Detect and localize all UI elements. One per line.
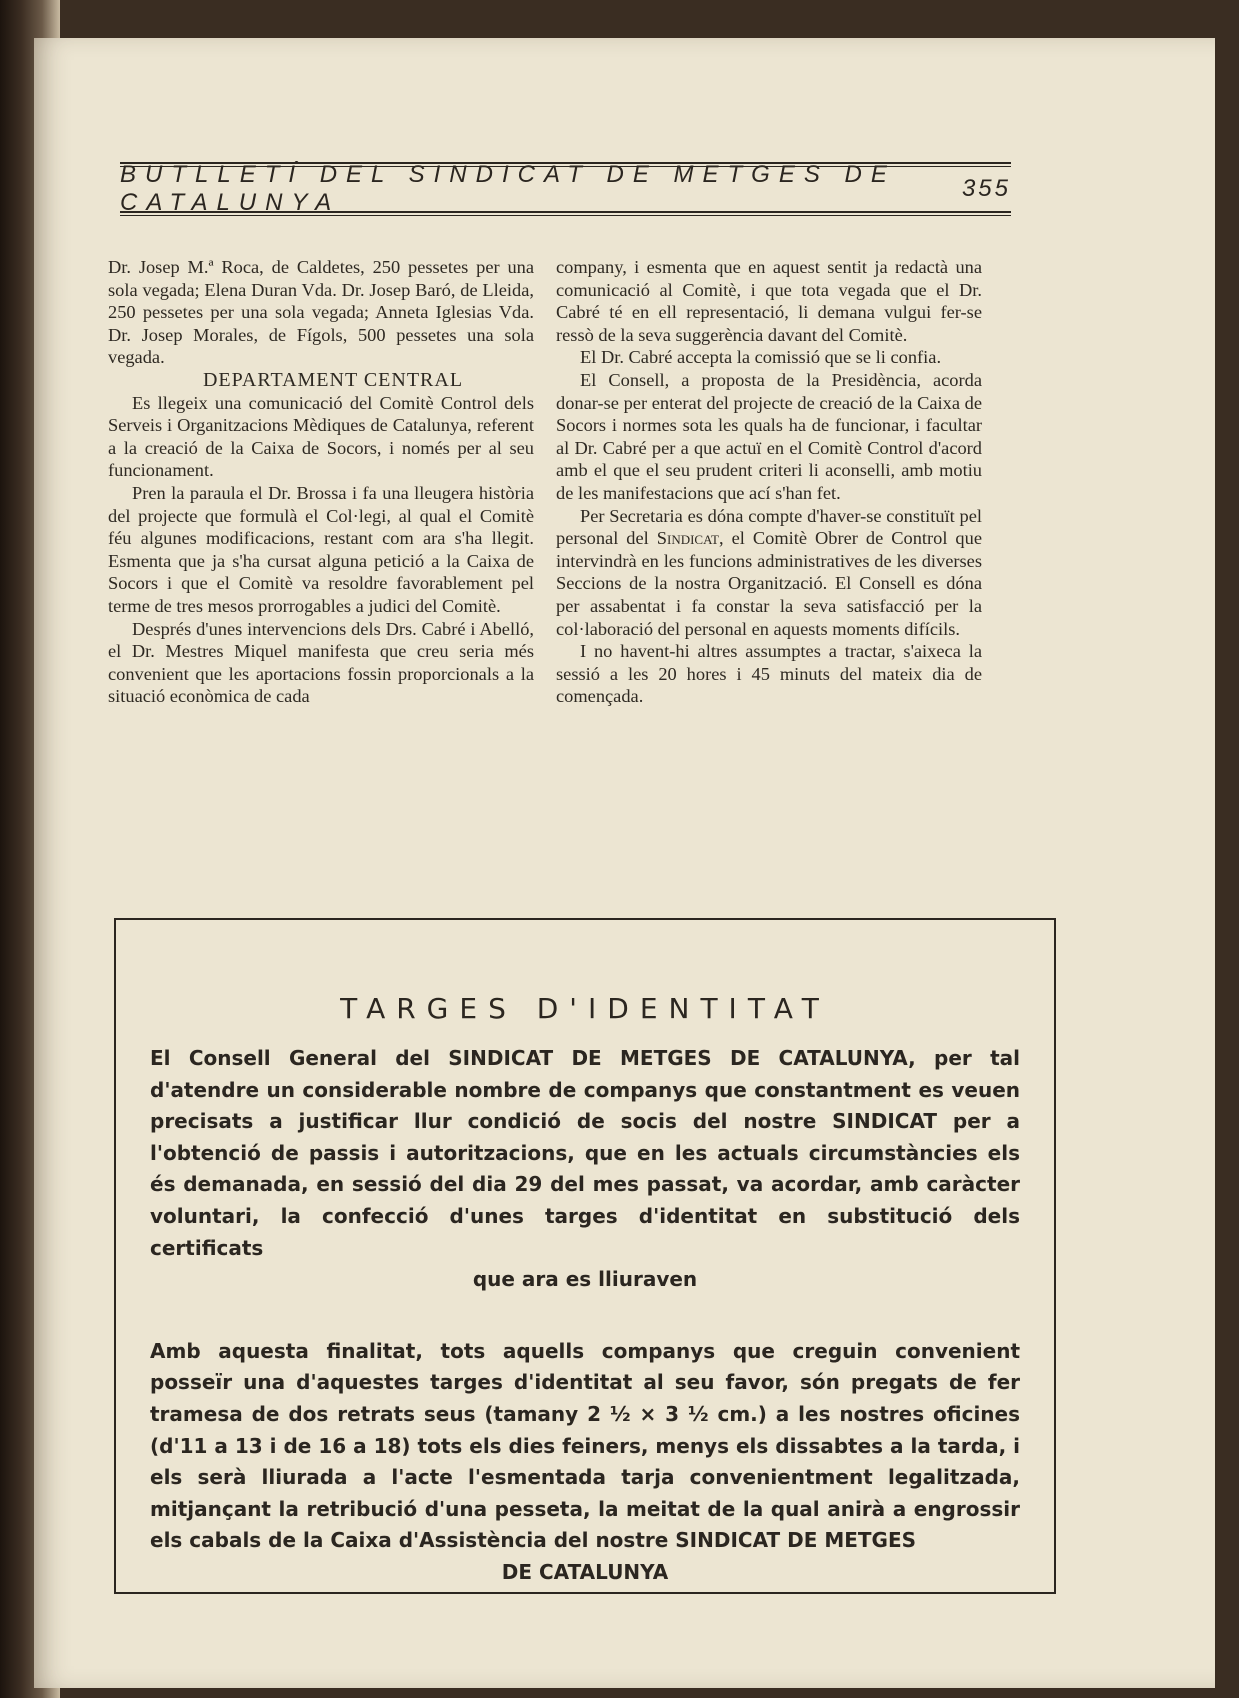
paragraph: Pren la paraula el Dr. Brossa i fa una lleugera història del projecte que formulà el Col·legi, al qual el Comitè féu algunes modificacions, restant com ara s'ha llegit. Esmenta que ja s'ha cursat alguna petició a la Caixa de Socors i que el Comitè va resoldre favorablement pel terme de tres mesos prorrogables a judici del Comitè. — [108, 482, 534, 616]
paragraph — [556, 505, 982, 641]
document-page — [34, 38, 1215, 1688]
notice-text: El Consell General del SINDICAT DE METGES DE CATALUNYA, per tal d'atendre un considerable nombre de companys que constantment es veuen precisats a justificar llur condició de socis del nostre SINDICAT per a l'obtenció de passis i autoritzacions, que en les actuals circumstàncies els és demanada, en sessió del dia 29 del mes passat, va acordar, amb caràcter voluntari, la confecció d'unes targes d'identitat en substitució dels certificats — [150, 1046, 1020, 1260]
paragraph: Es llegeix una comunicació del Comitè Control dels Serveis i Organitzacions Mèdiques de Catalunya, referent a la creació de la Caixa de Socors, i només per al seu funcionament. — [108, 392, 534, 481]
notice-paragraph — [150, 1043, 1020, 1296]
paragraph: El Consell, a proposta de la Presidència, acorda donar-se per enterat del projecte de creació de la Caixa de Socors i normes sota les quals ha de funcionar, i facultar al Dr. Cabré per a que actuï en el Comitè Control d'acord amb el que el seu prudent criteri li aconselli, amb motiu de les manifestacions que ací s'han fet. — [556, 369, 982, 503]
donations-paragraph: Dr. Josep M.ª Roca, de Caldetes, 250 pessetes per una sola vegada; Elena Duran Vda. Dr. Josep Baró, de Lleida, 250 pessetes per una sola vegada; Anneta Iglesias Vda. Dr. Josep Morales, de Fígols, 500 pessetes una sola vegada. — [108, 257, 534, 368]
small-caps-run: Sindicat — [656, 528, 719, 549]
left-column — [108, 256, 534, 708]
running-header — [120, 162, 1011, 216]
notice-text-last-line: DE CATALUNYA — [501, 1559, 669, 1584]
notice-text-last-line: que ara es lliuraven — [472, 1267, 698, 1292]
notice-paragraph — [150, 1336, 1020, 1589]
text-run: , el Comitè Obrer de Control que intervindrà en les funcions administratives de les diverses Seccions de la nostra Organització. El Consell es dóna per assabentat i fa constar la seva satisfacció per la col·laboració del personal en aquests moments difícils. — [556, 528, 982, 639]
notice-content — [150, 920, 1020, 1589]
text-run: Per Secretaria es dóna compte d'haver-se constituït pel personal del — [556, 505, 982, 549]
notice-box — [114, 918, 1056, 1594]
notice-title: TARGES D'IDENTITAT — [340, 992, 830, 1025]
paragraph: Després d'unes intervencions dels Drs. Cabré i Abelló, el Dr. Mestres Miquel manifesta que creu seria més convenient que les aportacions fossin proporcionals a la situació econòmica de cada — [108, 618, 534, 707]
paragraph: I no havent-hi altres assumptes a tractar, s'aixeca la sessió a les 20 hores i 45 minuts del mateix dia de començada. — [556, 641, 982, 707]
journal-title: BUTLLETÍ DEL SINDICAT DE METGES DE CATALUNYA — [120, 161, 896, 216]
notice-text: Amb aquesta finalitat, tots aquells companys que creguin convenient posseïr una d'aquestes targes d'identitat al seu favor, són pregats de fer tramesa de dos retrats seus (tamany 2 ½ × 3 ½ cm.) a les nostres oficines (d'11 a 13 i de 16 a 18) tots els dies feiners, menys els dissabtes a la tarda, i els serà lliurada a l'acte l'esmentada tarja convenientment legalitzada, mitjançant la retribució d'una pesseta, la meitat de la qual anirà a engrossir els cabals de la Caixa d'Assistència del nostre SINDICAT DE METGES — [150, 1338, 1020, 1553]
paragraph: El Dr. Cabré accepta la comissió que se li confia. — [580, 347, 942, 368]
paragraph: company, i esmenta que en aquest sentit ja redactà una comunicació al Comitè, i que tota vegada que el Dr. Cabré té en ell representació, li demana vulgui fer-se ressò de la seva suggerència davant del Comitè. — [556, 257, 982, 345]
right-column — [556, 256, 982, 708]
page-number: 355 — [961, 175, 1011, 202]
section-heading: DEPARTAMENT CENTRAL — [202, 368, 464, 391]
